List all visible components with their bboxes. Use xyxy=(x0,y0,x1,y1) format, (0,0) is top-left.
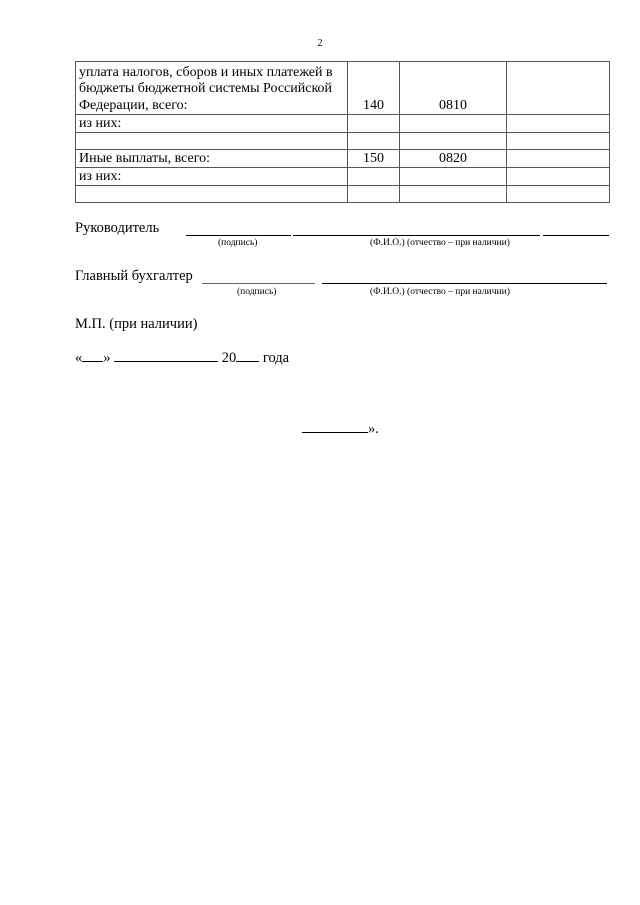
accountant-signature-caption: (подпись) xyxy=(237,287,277,297)
head-label: Руководитель xyxy=(75,220,160,236)
row-label xyxy=(76,186,348,203)
row-code2 xyxy=(400,133,507,150)
month-blank[interactable] xyxy=(114,350,218,362)
head-signature-caption: (подпись) xyxy=(218,238,258,248)
row-value xyxy=(507,186,610,203)
row-label: из них: xyxy=(76,115,348,133)
page-number: 2 xyxy=(317,38,323,49)
head-extra-line[interactable] xyxy=(543,235,609,236)
head-name-line[interactable] xyxy=(293,235,540,236)
row-code2 xyxy=(400,115,507,133)
row-label: из них: xyxy=(76,168,348,186)
payments-table xyxy=(75,61,610,203)
stamp-note: М.П. (при наличии) xyxy=(75,316,198,332)
date-line xyxy=(75,350,289,367)
row-value xyxy=(507,150,610,168)
row-code2 xyxy=(400,186,507,203)
closing-blank[interactable] xyxy=(302,421,368,433)
head-signature-line[interactable] xyxy=(186,235,291,236)
row-code: 150 xyxy=(348,150,400,168)
row-label xyxy=(76,133,348,150)
row-value xyxy=(507,133,610,150)
row-code: 140 xyxy=(348,62,400,115)
year-blank[interactable] xyxy=(236,350,259,362)
table-row xyxy=(76,168,610,186)
row-label: Иные выплаты, всего: xyxy=(76,150,348,168)
year-suffix: года xyxy=(262,350,290,366)
table-row xyxy=(76,150,610,168)
row-code xyxy=(348,168,400,186)
row-value xyxy=(507,168,610,186)
table-row xyxy=(76,186,610,203)
closing-mark: ». xyxy=(368,421,379,437)
row-code2: 0810 xyxy=(400,62,507,115)
row-label: уплата налогов, сборов и иных платежей в бюджеты бюджетной системы Российской Федерации, всего: xyxy=(76,62,348,115)
row-code xyxy=(348,186,400,203)
date-open-quote: « xyxy=(75,350,83,366)
closing-line xyxy=(302,421,379,438)
day-blank[interactable] xyxy=(82,350,103,362)
row-code2: 0820 xyxy=(400,150,507,168)
accountant-signature-line[interactable] xyxy=(202,283,315,284)
accountant-name-caption: (Ф.И.О.) (отчество – при наличии) xyxy=(370,287,510,297)
row-value xyxy=(507,62,610,115)
accountant-label: Главный бухгалтер xyxy=(75,268,193,284)
table-row xyxy=(76,115,610,133)
head-name-caption: (Ф.И.О.) (отчество – при наличии) xyxy=(370,238,510,248)
table-row xyxy=(76,133,610,150)
table-row xyxy=(76,62,610,115)
row-code xyxy=(348,133,400,150)
row-value xyxy=(507,115,610,133)
accountant-name-line[interactable] xyxy=(322,283,607,284)
date-close-quote: » xyxy=(103,350,111,366)
row-code2 xyxy=(400,168,507,186)
row-code xyxy=(348,115,400,133)
year-prefix: 20 xyxy=(221,350,237,366)
